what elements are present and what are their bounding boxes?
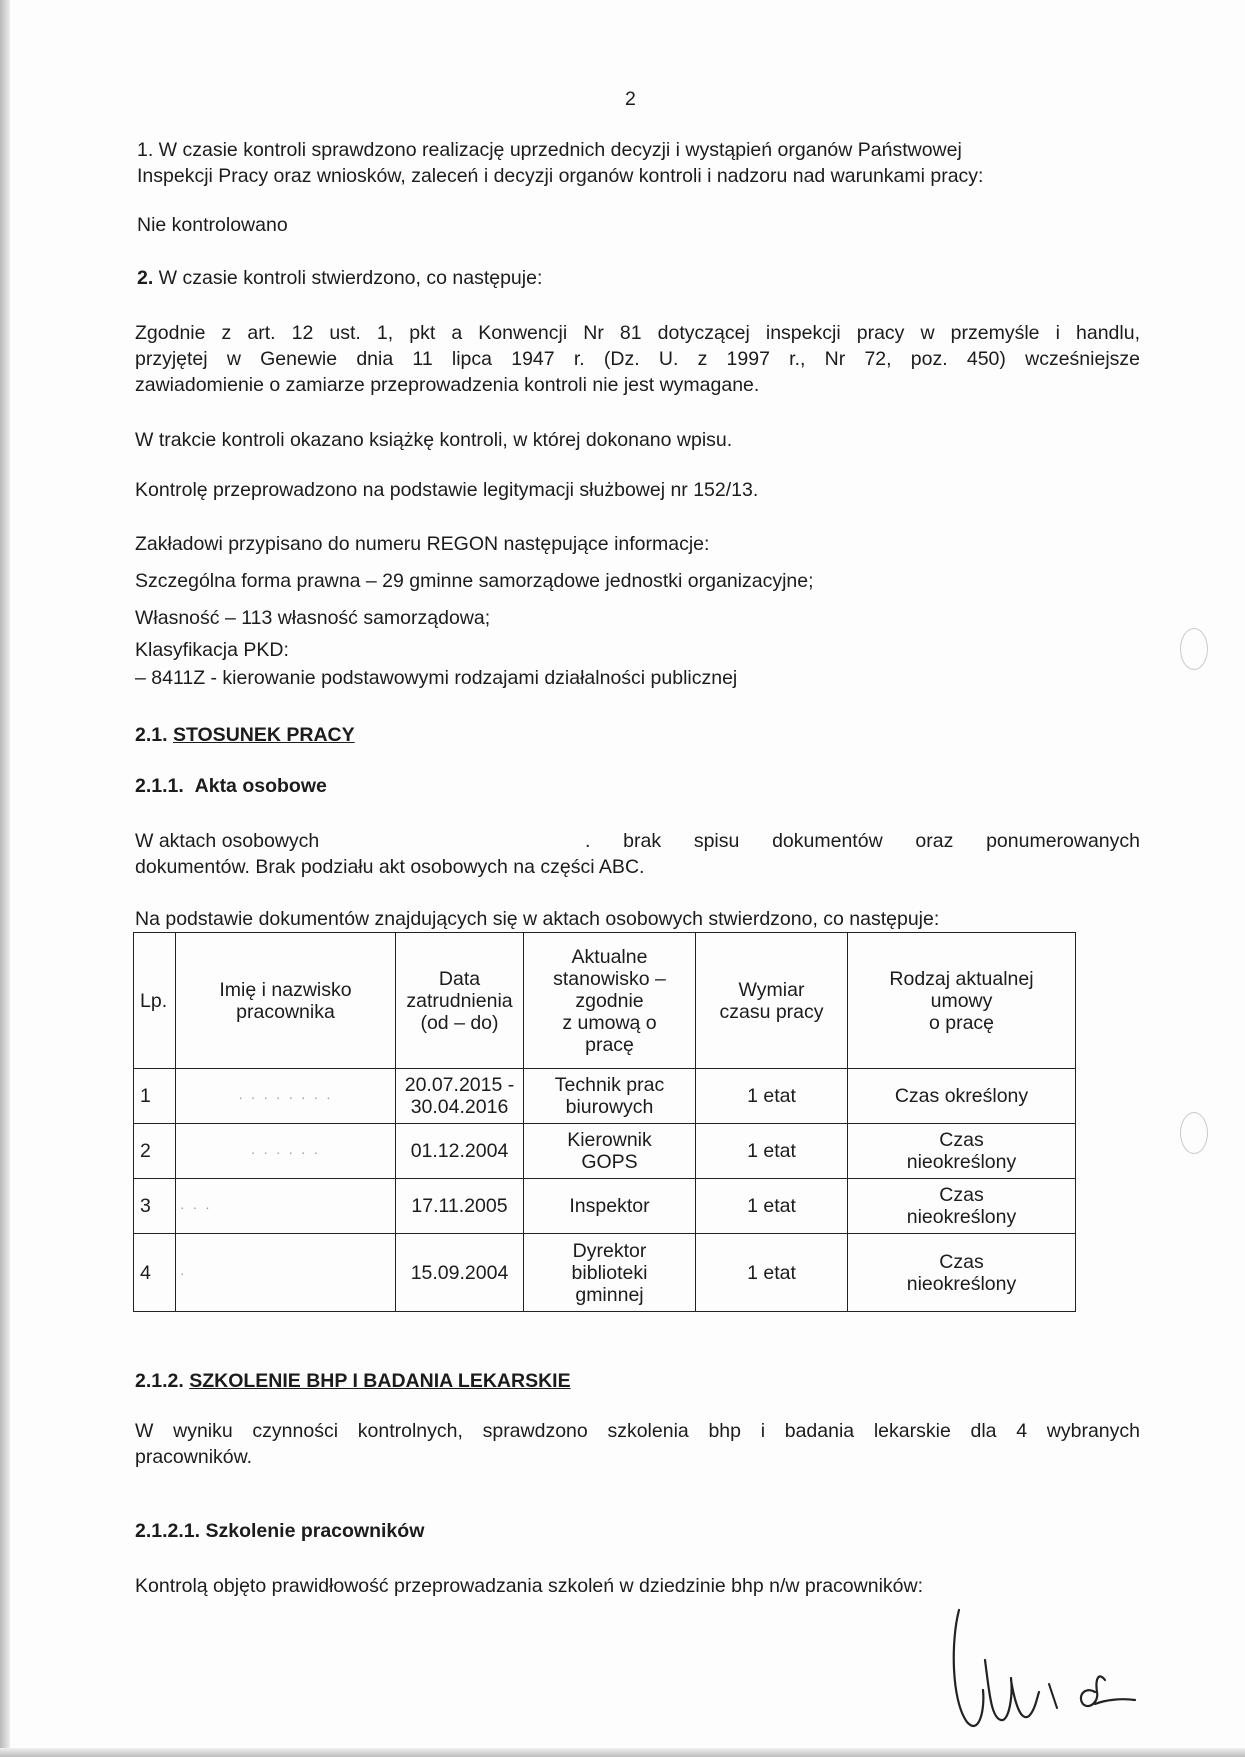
row-position: Dyrektor biblioteki gminnej bbox=[524, 1234, 696, 1312]
redacted-name: · · · · · · · · bbox=[238, 1088, 333, 1105]
row-hours: 1 etat bbox=[696, 1179, 848, 1234]
table-row bbox=[134, 1124, 1076, 1179]
section21-number: 2.1. bbox=[135, 724, 168, 746]
section21-title: STOSUNEK PRACY bbox=[172, 724, 355, 746]
table-intro: Na podstawie dokumentów znajdujących się w aktach osobowych stwierdzono, co następuje: bbox=[135, 908, 940, 930]
row-lp: 4 bbox=[134, 1234, 176, 1312]
section2121-paragraph: Kontrolą objęto prawidłowość przeprowadzania szkoleń w dziedzinie bhp n/w pracowników: bbox=[135, 1575, 924, 1597]
redacted-name: · · · bbox=[180, 1198, 212, 1215]
ownership: Własność – 113 własność samorządowa; bbox=[135, 607, 491, 629]
row-date: 20.07.2015 - 30.04.2016 bbox=[396, 1069, 524, 1124]
row-lp: 1 bbox=[134, 1069, 176, 1124]
section2-paragraph1-line1: Zgodnie z art. 12 ust. 1, pkt a Konwencji Nr 81 dotyczącej inspekcji pracy w przemyśle i handlu, bbox=[135, 322, 1140, 344]
section211-heading bbox=[135, 773, 327, 799]
redacted-name: · · · · · · bbox=[250, 1143, 321, 1160]
table-row bbox=[134, 1179, 1076, 1234]
page-number: 2 bbox=[625, 88, 636, 110]
section212-heading bbox=[135, 1368, 571, 1394]
table-row bbox=[134, 1234, 1076, 1312]
section212-number: 2.1.2. bbox=[135, 1370, 184, 1392]
section2-paragraph3: Kontrolę przeprowadzono na podstawie legitymacji służbowej nr 152/13. bbox=[135, 479, 759, 501]
header-date: Data zatrudnienia (od – do) bbox=[396, 933, 524, 1069]
row-name bbox=[176, 1069, 396, 1124]
row-contract: Czas nieokreślony bbox=[848, 1124, 1076, 1179]
section2-heading-text: W czasie kontroli stwierdzono, co następuje: bbox=[153, 267, 543, 289]
handwritten-initials bbox=[945, 1600, 1165, 1745]
section1-result: Nie kontrolowano bbox=[137, 214, 288, 236]
row-hours: 1 etat bbox=[696, 1069, 848, 1124]
table-header-row bbox=[134, 933, 1076, 1069]
section212-line1: W wyniku czynności kontrolnych, sprawdzono szkolenia bhp i badania lekarskie dla 4 wybranych bbox=[135, 1420, 1140, 1442]
row-name bbox=[176, 1124, 396, 1179]
row-contract: Czas nieokreślony bbox=[848, 1179, 1076, 1234]
row-lp: 2 bbox=[134, 1124, 176, 1179]
row-position: Kierownik GOPS bbox=[524, 1124, 696, 1179]
punch-hole bbox=[1180, 628, 1208, 670]
row-contract: Czas określony bbox=[848, 1069, 1076, 1124]
redacted-name: · bbox=[180, 1265, 187, 1281]
section1-line1: 1. W czasie kontroli sprawdzono realizację uprzednich decyzji i wystąpień organów Państwowej bbox=[137, 139, 962, 161]
row-contract: Czas nieokreślony bbox=[848, 1234, 1076, 1312]
header-position: Aktualne stanowisko – zgodnie z umową o pracę bbox=[524, 933, 696, 1069]
section211-text-end: . brak spisu dokumentów oraz ponumerowanych bbox=[585, 830, 1140, 852]
row-hours: 1 etat bbox=[696, 1124, 848, 1179]
employees-table bbox=[133, 932, 1076, 1312]
row-position: Inspektor bbox=[524, 1179, 696, 1234]
scan-bottom-edge bbox=[0, 1748, 1245, 1757]
section2-paragraph2: W trakcie kontroli okazano książkę kontroli, w której dokonano wpisu. bbox=[135, 429, 733, 451]
section2-paragraph1-line3: zawiadomienie o zamiarze przeprowadzenia kontroli nie jest wymagane. bbox=[135, 374, 760, 396]
section211-title: Akta osobowe bbox=[194, 775, 327, 797]
header-contract: Rodzaj aktualnej umowy o pracę bbox=[848, 933, 1076, 1069]
signature-image bbox=[945, 1600, 1165, 1740]
pkd-item: – 8411Z - kierowanie podstawowymi rodzajami działalności publicznej bbox=[135, 667, 738, 689]
section2121-heading: 2.1.2.1. Szkolenie pracowników bbox=[135, 1520, 425, 1542]
section211-line2: dokumentów. Brak podziału akt osobowych na części ABC. bbox=[135, 856, 645, 878]
row-date: 17.11.2005 bbox=[396, 1179, 524, 1234]
section2-heading-number: 2. bbox=[137, 267, 154, 289]
section21-heading bbox=[135, 722, 355, 748]
section2-heading bbox=[137, 265, 542, 291]
legal-form: Szczególna forma prawna – 29 gminne samorządowe jednostki organizacyjne; bbox=[135, 570, 814, 592]
section212-line2: pracowników. bbox=[135, 1446, 253, 1468]
section212-title: SZKOLENIE BHP I BADANIA LEKARSKIE bbox=[189, 1370, 571, 1392]
row-date: 15.09.2004 bbox=[396, 1234, 524, 1312]
row-lp: 3 bbox=[134, 1179, 176, 1234]
header-name: Imię i nazwisko pracownika bbox=[176, 933, 396, 1069]
header-hours: Wymiar czasu pracy bbox=[696, 933, 848, 1069]
scan-left-edge bbox=[0, 0, 10, 1757]
row-hours: 1 etat bbox=[696, 1234, 848, 1312]
section2-paragraph1-line2: przyjętej w Genewie dnia 11 lipca 1947 r. (Dz. U. z 1997 r., Nr 72, poz. 450) wcześniejsze bbox=[135, 348, 1140, 370]
header-lp: Lp. bbox=[134, 933, 176, 1069]
pkd-label: Klasyfikacja PKD: bbox=[135, 639, 289, 661]
punch-hole bbox=[1180, 1112, 1208, 1154]
section211-number: 2.1.1. bbox=[135, 775, 184, 797]
row-name bbox=[176, 1179, 396, 1234]
section1-line2: Inspekcji Pracy oraz wniosków, zaleceń i decyzji organów kontroli i nadzoru nad warunkami pracy: bbox=[137, 165, 984, 187]
regon-intro: Zakładowi przypisano do numeru REGON następujące informacje: bbox=[135, 533, 710, 555]
row-position: Technik prac biurowych bbox=[524, 1069, 696, 1124]
section211-text-start: W aktach osobowych bbox=[135, 830, 320, 852]
row-name bbox=[176, 1234, 396, 1312]
table-row bbox=[134, 1069, 1076, 1124]
row-date: 01.12.2004 bbox=[396, 1124, 524, 1179]
